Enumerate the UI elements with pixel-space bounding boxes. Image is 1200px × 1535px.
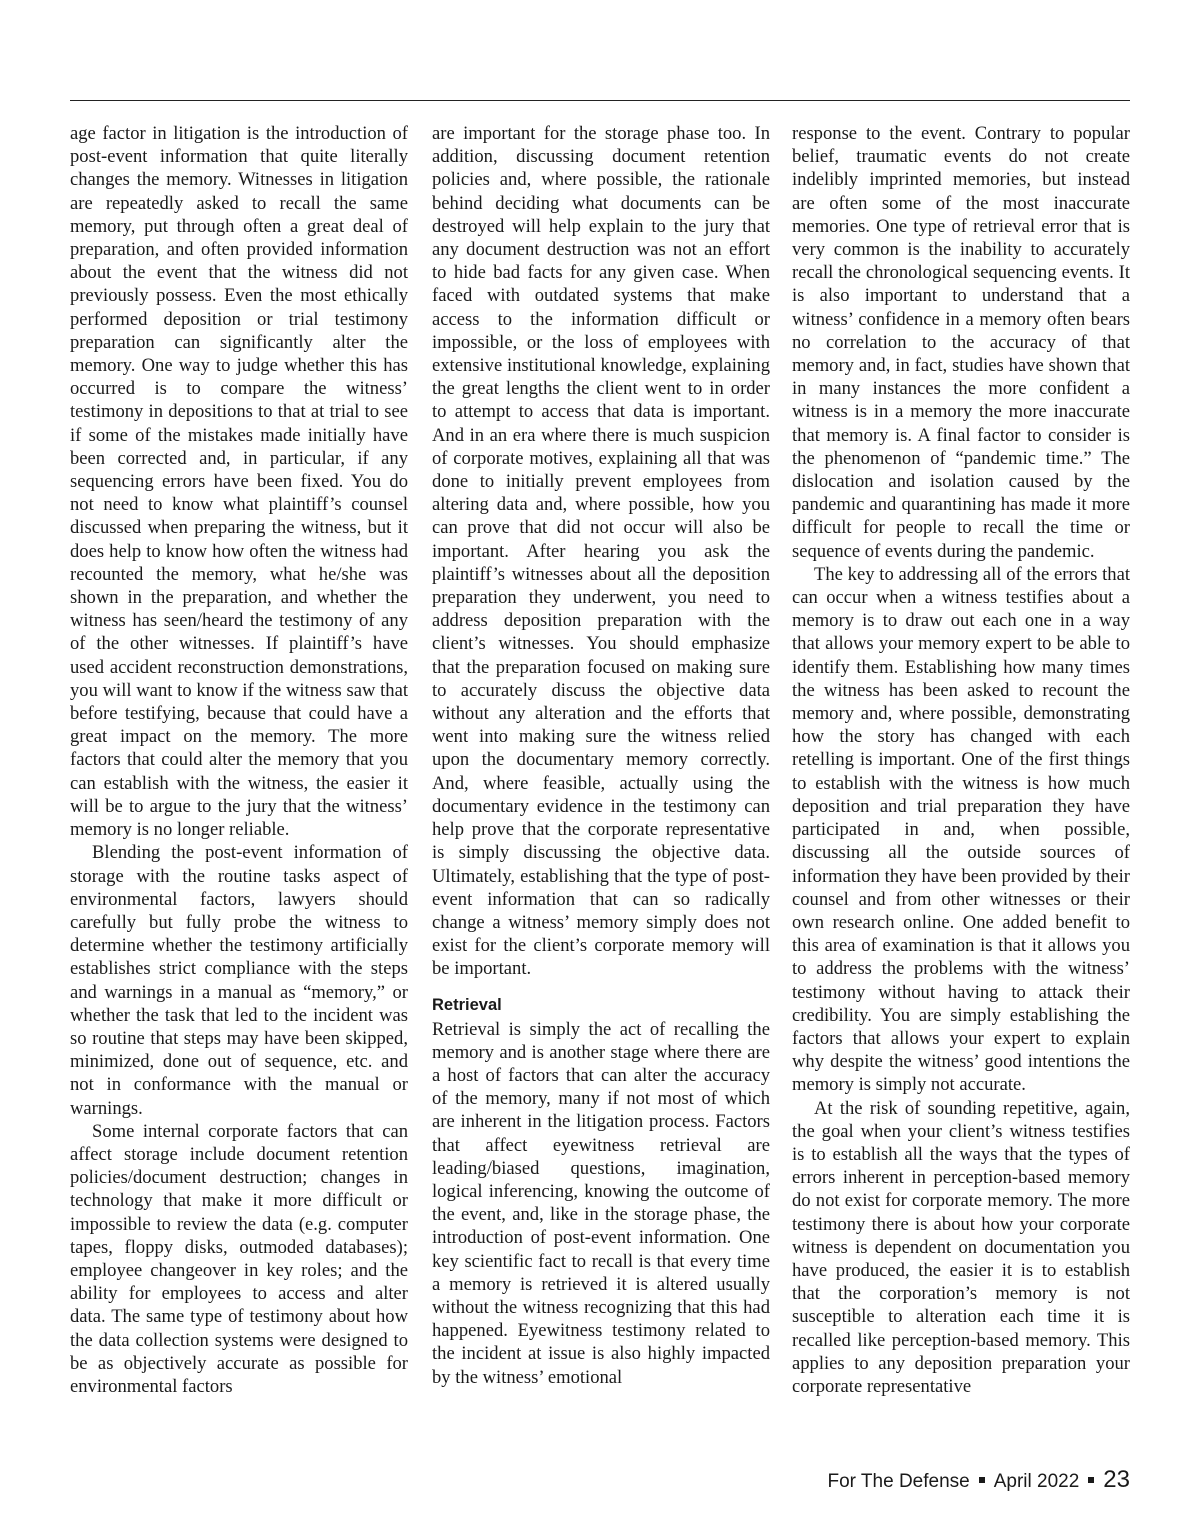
- header-rule: [70, 100, 1130, 101]
- page-footer: [828, 1466, 1131, 1494]
- paragraph: response to the event. Contrary to popular belief, traumatic events do not create indelibly imprinted memories, but instead are often some of the most inaccurate memories. One type of retrieval error that is very common is the inability to accurately recall the chronological sequencing events. It is also important to understand that a witness’ confidence in a memory often bears no correlation to the accuracy of that memory and, in fact, studies have shown that in many instances the more confident a witness is in a memory the more inaccurate that memory is. A final factor to consider is the phenomenon of “pandemic time.” The dislocation and isolation caused by the pandemic and quarantining has made it more difficult for people to recall the time or sequence of events during the pandemic.: [792, 123, 1130, 562]
- text-column-1: [70, 122, 408, 1452]
- text-column-2: [432, 122, 770, 1452]
- paragraph: The key to addressing all of the errors that can occur when a witness testifies about a memory is to draw out each one in a way that allows your memory expert to be able to identify them. Establishing how many times the witness has been asked to recount the memory and, where possible, demonstrating how the story has changed with each retelling is important. One of the first things to establish with the witness is how much deposition and trial preparation they have participated in and, when possible, discussing all the outside sources of information they have been provided by their counsel and from other witnesses or their own research online. One added benefit to this area of examination is that it allows you to address the problems with the witness’ testimony without having to attack their credibility. You are simply establishing the factors that allows your expert to explain why despite the witness’ good intentions the memory is simply not accurate.: [792, 563, 1130, 1096]
- issue-date: April 2022: [993, 1471, 1080, 1492]
- text-column-3: [792, 122, 1130, 1452]
- paragraph: are important for the storage phase too. In addition, discussing document retention policies and, where possible, the rationale behind deciding what documents can be destroyed will help explain to the jury that any document destruction was not an effort to hide bad facts for any given case. When faced with outdated systems that make access to the information difficult or impossible, or the loss of employees with extensive institutional knowledge, explaining the great lengths the client went to in order to attempt to access that data is important. And in an era where there is much suspicion of corporate motives, explaining all that was done to initially prevent employees from altering data and, where possible, how you can prove that did not occur will also be important. After hearing you ask the plaintiff’s witnesses about all the deposition preparation they underwent, you need to address deposition preparation with the client’s witnesses. You should emphasize that the preparation focused on making sure to accurately discuss the objective data without any alteration and the efforts that went into making sure the witness relied upon the documentary memory correctly. And, where feasible, actually using the documentary evidence in the testimony can help prove that the corporate representative is simply discussing the objective data. Ultimately, establishing that the type of post-event information that can so radically change a witness’ memory simply does not exist for the client’s corporate memory will be important.: [432, 123, 770, 980]
- bullet-separator-icon: [1088, 1477, 1094, 1483]
- publication-name: For The Defense: [827, 1471, 970, 1492]
- paragraph: At the risk of sounding repetitive, again, the goal when your client’s witness testifies is to establish all the ways that the types of errors inherent in perception-based memory do not exist for corporate memory. The more testimony there is about how your corporate witness is dependent on documentation you have produced, the easier it is to establish that the corporation’s memory is not susceptible to alteration each time it is recalled like perception-based memory. This applies to any deposition preparation your corporate representative: [792, 1097, 1130, 1397]
- paragraph: Some internal corporate factors that can affect storage include document retention policies/document destruction; changes in technology that make it more difficult or impossible to review the data (e.g. computer tapes, floppy disks, outmoded databases); employee changeover in key roles; and the ability for employees to access and alter data. The same type of testimony about how the data collection systems were designed to be as objectively accurate as possible for environmental factors: [70, 1120, 408, 1397]
- page-number: 23: [1103, 1466, 1130, 1493]
- paragraph: Blending the post-event information of storage with the routine tasks aspect of environmental factors, lawyers should carefully but fully probe the witness to determine whether the testimony artificially establishes strict compliance with the steps and warnings in a manual as “memory,” or whether the task that led to the incident was so routine that steps may have been skipped, minimized, done out of sequence, etc. and not in conformance with the manual or warnings.: [70, 842, 408, 1119]
- section-heading-retrieval: Retrieval: [432, 995, 502, 1014]
- paragraph: Retrieval is simply the act of recalling the memory and is another stage where there are a host of factors that can alter the accuracy of the memory, many if not most of which are inherent in the litigation process. Factors that affect eyewitness retrieval are leading/biased questions, imagination, logical inferencing, knowing the outcome of the event, and, like in the storage phase, the introduction of post-event information. One key scientific fact to recall is that every time a memory is retrieved it is altered usually without the witness recognizing that this had happened. Eyewitness testimony related to the incident at issue is also highly impacted by the witness’ emotional: [432, 1018, 770, 1388]
- paragraph: age factor in litigation is the introduction of post-event information that quite literally changes the memory. Witnesses in litigation are repeatedly asked to recall the same memory, put through often a great deal of preparation, and often provided information about the event that the witness did not previously possess. Even the most ethically performed deposition or trial testimony preparation can significantly alter the memory. One way to judge whether this has occurred is to compare the witness’ testimony in depositions to that at trial to see if some of the mistakes made initially have been corrected and, in particular, if any sequencing errors have been fixed. You do not need to know what plaintiff’s counsel discussed when preparing the witness, but it does help to know how often the witness had recounted the memory, what he/she was shown in the preparation, and whether the witness has seen/heard the testimony of any of the other witnesses. If plaintiff’s have used accident reconstruction demonstrations, you will want to know if the witness saw that before testifying, because that could have a great impact on the memory. The more factors that could alter the memory that you can establish with the witness, the easier it will be to argue to the jury that the witness’ memory is no longer reliable.: [70, 123, 408, 841]
- bullet-separator-icon: [979, 1477, 985, 1483]
